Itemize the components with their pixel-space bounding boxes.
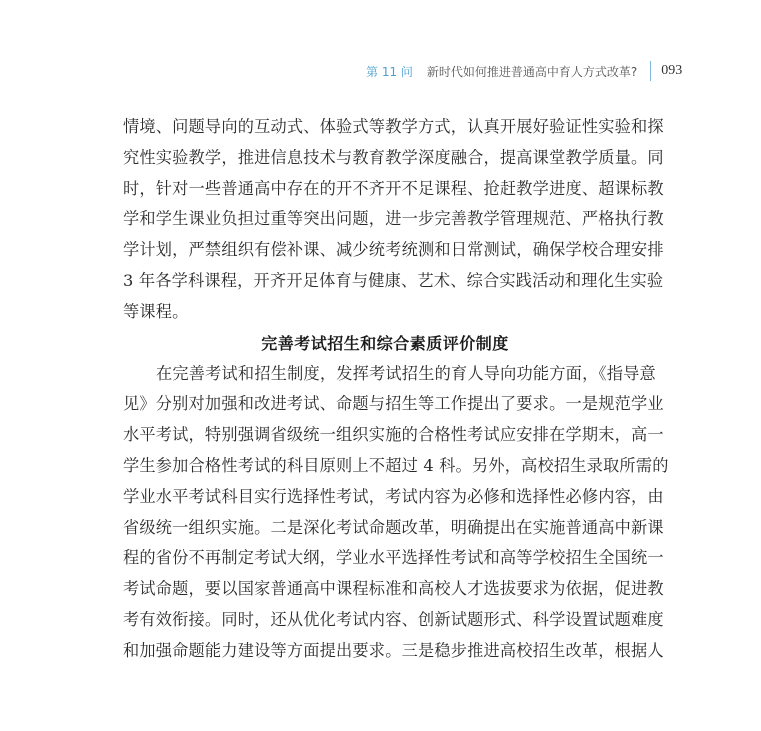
text-line: 学和学生课业负担过重等突出问题，进一步完善教学管理规范、严格执行教: [123, 209, 664, 229]
text-line: 究性实验教学，推进信息技术与教育教学深度融合，提高课堂教学质量。同: [123, 147, 664, 167]
text-line: 等课程。: [123, 301, 189, 321]
chapter-title: 新时代如何推进普通高中育人方式改革?: [426, 64, 638, 79]
text-line: 时，针对一些普通高中存在的开不齐开不足课程、抢赶教学进度、超课标教: [123, 178, 664, 198]
paragraph-2: [123, 359, 669, 667]
text-line: 3 年各学科课程，开齐开足体育与健康、艺术、综合实践活动和理化生实验: [123, 270, 664, 290]
text-line: 省级统一组织实施。二是深化考试命题改革，明确提出在实施普通高中新课: [123, 517, 664, 537]
text-line: 在完善考试和招生制度，发挥考试招生的育人导向功能方面，《指导意: [156, 363, 656, 383]
text-line: 情境、问题导向的互动式、体验式等教学方式，认真开展好验证性实验和探: [123, 117, 664, 136]
header-divider: [650, 61, 651, 81]
text-line: 见》分别对加强和改进考试、命题与招生等工作提出了要求。一是规范学业: [123, 394, 664, 414]
text-line: 水平考试，特别强调省级统一组织实施的合格性考试应安排在学期末，高一: [123, 425, 664, 445]
text-line: 学计划，严禁组织有偿补课、减少统考统测和日常测试，确保学校合理安排: [123, 240, 664, 260]
running-header: [366, 60, 682, 82]
section-heading: 完善考试招生和综合素质评价制度: [261, 333, 509, 353]
page-body: [123, 112, 669, 667]
text-line: 学业水平考试科目实行选择性考试，考试内容为必修和选择性必修内容，由: [123, 486, 664, 506]
page-number: 093: [661, 63, 683, 78]
text-line: 考试命题，要以国家普通高中课程标准和高校人才选拔要求为依据，促进教: [123, 579, 664, 599]
text-line: 程的省份不再制定考试大纲，学业水平选择性考试和高等学校招生全国统一: [123, 548, 664, 568]
text-line: 考有效衔接。同时，还从优化考试内容、创新试题形式、科学设置试题难度: [123, 609, 664, 629]
text-line: 和加强命题能力建设等方面提出要求。三是稳步推进高校招生改革，根据人: [123, 640, 664, 660]
chapter-label: 第 11 问: [366, 64, 413, 79]
paragraph-1: [123, 112, 664, 328]
text-line: 学生参加合格性考试的科目原则上不超过 4 科。另外，高校招生录取所需的: [123, 455, 669, 475]
